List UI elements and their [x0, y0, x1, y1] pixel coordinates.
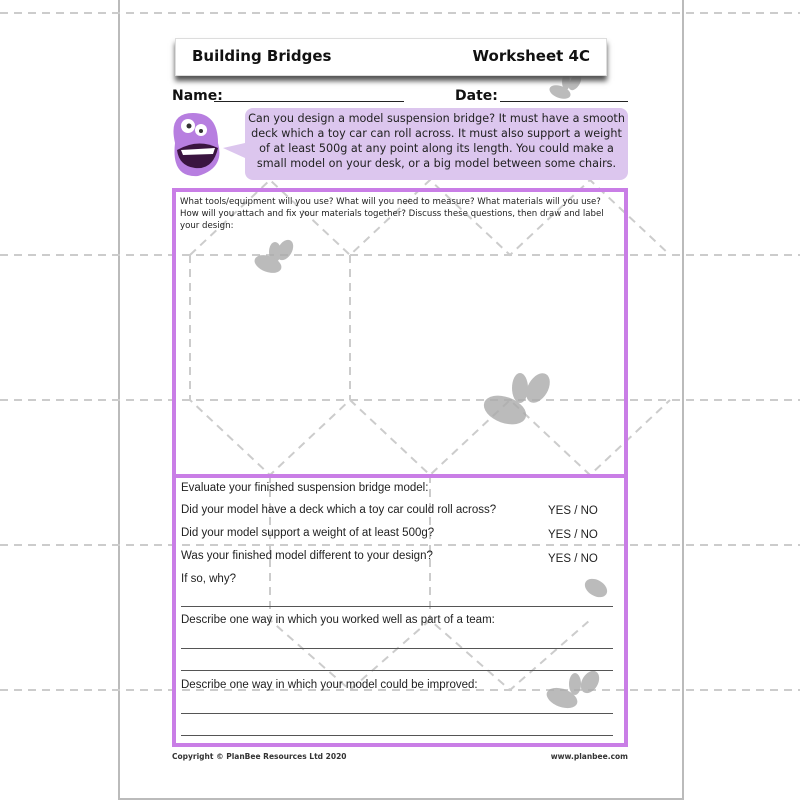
worksheet-number: Worksheet 4C	[472, 47, 590, 65]
instruction-speech-bubble: Can you design a model suspension bridge? It must have a smooth deck which a toy car can roll across. It must also support a weight of at least 500g at any point along its length. You could make a small model on your desk, or a big model between some chairs.	[245, 108, 628, 180]
improve-answer-line-2[interactable]	[181, 735, 613, 736]
question-1: Did your model have a deck which a toy car could roll across?	[181, 504, 497, 516]
answer-2-yes-no[interactable]: YES / NO	[548, 529, 598, 541]
improve-label: Describe one way in which your model could be improved:	[181, 679, 478, 691]
date-label: Date:	[455, 88, 498, 104]
copyright-text: Copyright © PlanBee Resources Ltd 2020	[172, 752, 347, 761]
answer-1-yes-no[interactable]: YES / NO	[548, 505, 598, 517]
name-label: Name:	[172, 88, 223, 104]
why-label: If so, why?	[181, 573, 236, 585]
design-prompt: What tools/equipment will you use? What will you need to measure? What materials will you use? How will you attach and fix your materials together? Discuss these questions, then draw and label your design:	[180, 197, 604, 231]
website-link[interactable]: www.planbee.com	[550, 752, 628, 761]
name-field[interactable]	[214, 101, 404, 102]
evaluate-heading: Evaluate your finished suspension bridge model:	[181, 482, 429, 494]
monster-mascot-icon	[163, 108, 253, 183]
improve-answer-line-1[interactable]	[181, 713, 613, 714]
worksheet-title: Building Bridges	[192, 47, 332, 65]
date-field[interactable]	[500, 101, 628, 102]
design-box[interactable]	[172, 188, 628, 478]
question-3: Was your finished model different to your design?	[181, 550, 433, 562]
team-answer-line-2[interactable]	[181, 670, 613, 671]
team-answer-line-1[interactable]	[181, 648, 613, 649]
answer-3-yes-no[interactable]: YES / NO	[548, 553, 598, 565]
title-banner	[175, 38, 607, 76]
question-2: Did your model support a weight of at least 500g?	[181, 527, 435, 539]
team-label: Describe one way in which you worked well as part of a team:	[181, 614, 495, 626]
why-answer-line[interactable]	[181, 606, 613, 607]
